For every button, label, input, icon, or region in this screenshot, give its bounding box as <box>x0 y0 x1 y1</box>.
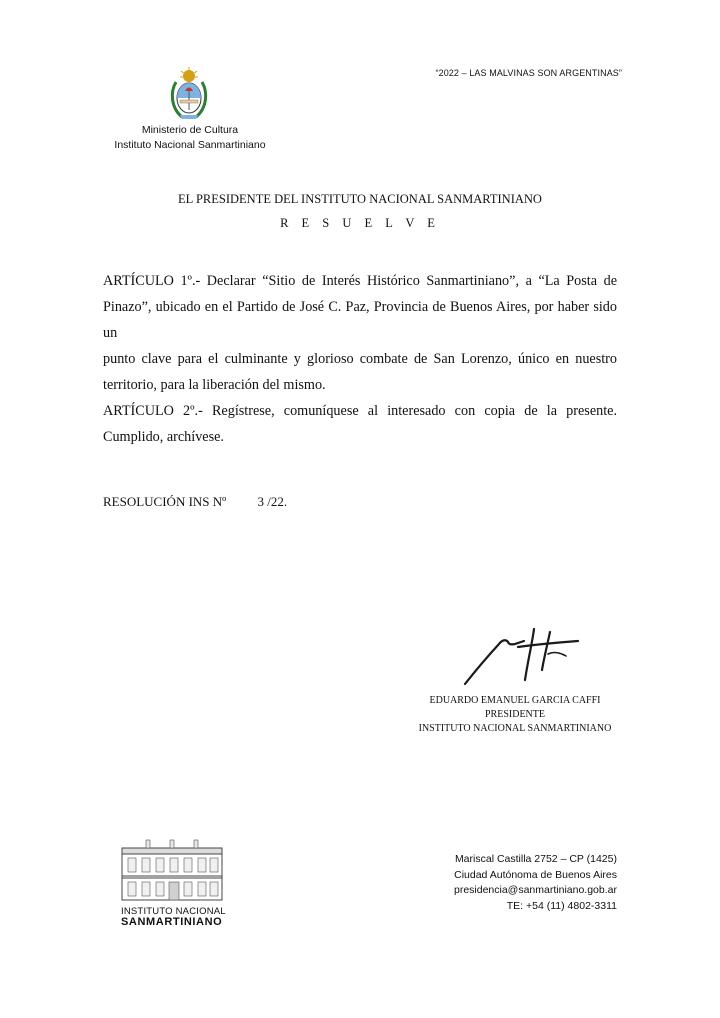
contact-block <box>454 852 617 914</box>
resolves-heading: R E S U E L V E <box>280 216 440 230</box>
signer-organization: INSTITUTO NACIONAL SANMARTINIANO <box>418 723 612 734</box>
signer-role: PRESIDENTE <box>485 709 545 720</box>
institute-building-icon <box>120 838 224 902</box>
article-1-paragraph: ARTÍCULO 1º.- Declarar “Sitio de Interés Histórico Sanmartiniano”, a “La Posta de Pinazo”, ubicado en el Partido de José C. Paz, Provincia de Buenos Aires, por haber sido un <box>103 273 617 341</box>
contact-address: Mariscal Castilla 2752 – CP (1425) <box>454 853 617 865</box>
resolution-value: 3 /22. <box>257 494 288 509</box>
article-1-continuation: punto clave para el culminante y glorioso combate de San Lorenzo, único en nuestro territorio, para la liberación del mismo. <box>103 351 617 393</box>
document-body <box>103 268 617 450</box>
article-2-paragraph: ARTÍCULO 2º.- Regístrese, comuníquese al interesado con copia de la presente. Cumplido, archívese. <box>103 403 617 445</box>
contact-city: Ciudad Autónoma de Buenos Aires <box>454 868 617 881</box>
logo-line-2: SANMARTINIANO <box>121 916 223 928</box>
logo-line-1: INSTITUTO NACIONAL <box>121 906 226 917</box>
signature <box>462 626 587 688</box>
document-title: EL PRESIDENTE DEL INSTITUTO NACIONAL SANMARTINIANO <box>178 192 542 206</box>
contact-phone: TE: +54 (11) 4802-3311 <box>506 899 617 912</box>
header-motto: “2022 – LAS MALVINAS SON ARGENTINAS” <box>435 68 622 78</box>
resolution-number <box>103 494 287 510</box>
signer-block <box>405 694 625 736</box>
institute-name: Instituto Nacional Sanmartiniano <box>114 139 266 151</box>
signer-name: EDUARDO EMANUEL GARCIA CAFFI <box>429 695 601 706</box>
institute-logo-text <box>121 906 231 928</box>
ministry-block <box>95 123 285 153</box>
resolution-label: RESOLUCIÓN INS Nº <box>103 494 227 509</box>
contact-email[interactable]: presidencia@sanmartiniano.gob.ar <box>453 884 617 896</box>
ministry-name: Ministerio de Cultura <box>141 124 239 136</box>
coat-of-arms-icon <box>168 66 210 122</box>
